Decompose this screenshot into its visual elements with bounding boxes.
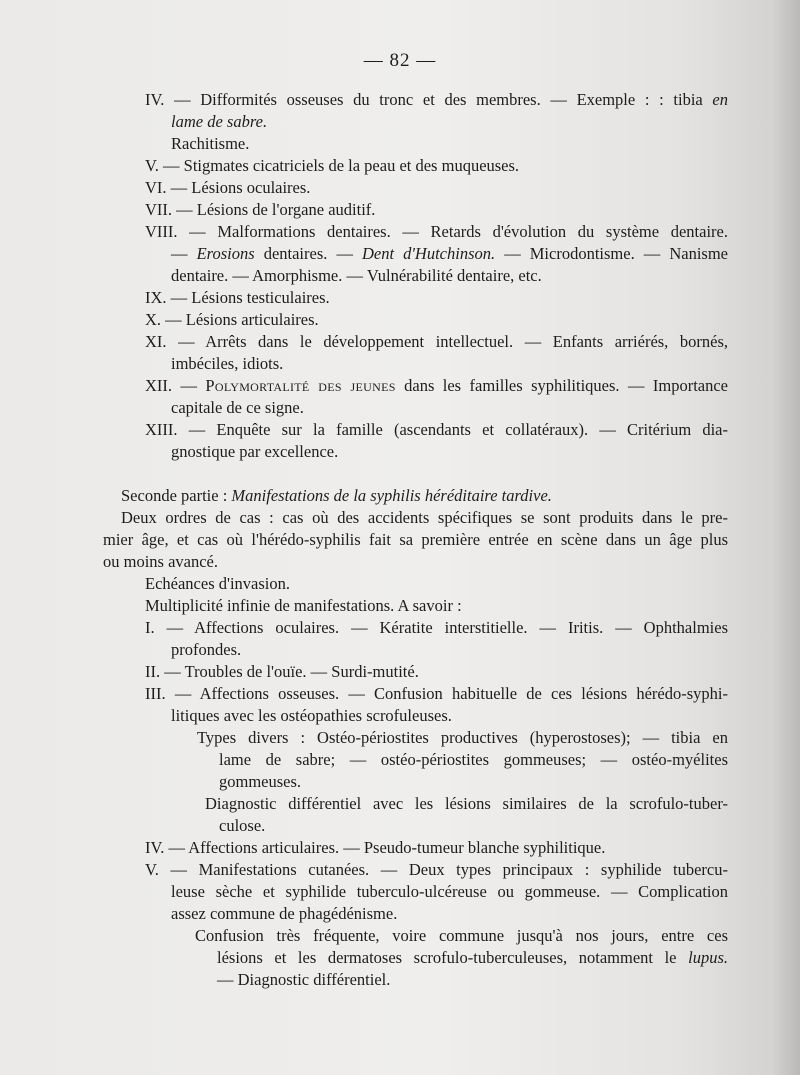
text-line (171, 441, 471, 463)
text-segment: V. — Manifestations cutanées. — Deux types principaux : syphilide tubercu- (145, 860, 728, 879)
text-line (145, 177, 445, 199)
italic-text: Dent d'Hutchinson. (362, 244, 496, 263)
text-line (145, 199, 545, 221)
text-segment: IV. — Difformités osseuses du tronc et des membres. — Exemple : : tibia (145, 90, 713, 109)
text-line (219, 815, 519, 837)
text-line (145, 859, 728, 881)
text-segment: lésions et les dermatoses scrofulo-tuberculeuses, notamment le (217, 948, 689, 967)
text-segment: Diagnostic différentiel avec les lésions similaires de la scrofulo-tuber- (205, 794, 728, 813)
text-line (145, 837, 728, 859)
text-line (217, 947, 728, 969)
text-line (145, 309, 445, 331)
text-segment: profondes. (171, 640, 242, 659)
text-segment: — (171, 244, 197, 263)
text-line (145, 221, 728, 243)
text-segment: Deux ordres de cas : cas où des accidents spécifiques se sont produits dans le pre- (121, 508, 728, 527)
text-line (145, 573, 545, 595)
text-line (219, 749, 728, 771)
text-line (103, 551, 403, 573)
text-line (171, 639, 471, 661)
text-line (103, 529, 728, 551)
text-segment: imbéciles, idiots. (171, 354, 284, 373)
text-segment: I. — Affections oculaires. — Kératite interstitielle. — Iritis. — Ophthalmies (145, 618, 728, 637)
text-line (217, 969, 517, 991)
text-segment: gnostique par excellence. (171, 442, 339, 461)
text-segment: Types divers : Ostéo-périostites productives (hyperostoses); — tibia en (197, 728, 728, 747)
italic-text: lupus. (688, 948, 728, 967)
page-number: — 82 — (363, 50, 437, 71)
text-line (171, 881, 728, 903)
text-segment: IX. — Lésions testiculaires. (145, 288, 330, 307)
text-line (171, 397, 471, 419)
text-line (145, 595, 595, 617)
text-segment: Confusion très fréquente, voire commune jusqu'à nos jours, entre ces (195, 926, 728, 945)
text-segment: ou moins avancé. (103, 552, 219, 571)
text-line (145, 331, 728, 353)
text-segment: XIII. — Enquête sur la famille (ascendants et collatéraux). — Critérium dia- (145, 420, 728, 439)
text-segment: litiques avec les ostéopathies scrofuleuses. (171, 706, 452, 725)
text-line (145, 419, 728, 441)
text-segment: III. — Affections osseuses. — Confusion habituelle de ces lésions hérédo-syphi- (145, 684, 728, 703)
text-line (195, 925, 728, 947)
text-segment: Seconde partie : (121, 486, 232, 505)
text-segment: dans les familles syphilitiques. — Importance (395, 376, 729, 395)
text-line (171, 903, 471, 925)
text-line (171, 705, 621, 727)
text-segment: VII. — Lésions de l'organe auditif. (145, 200, 376, 219)
italic-text: Erosions (196, 244, 255, 263)
text-segment: II. — Troubles de l'ouïe. — Surdi-mutité. (145, 662, 419, 681)
text-line (145, 155, 645, 177)
text-line (171, 265, 671, 287)
text-segment: Multiplicité infinie de manifestations. A savoir : (145, 596, 462, 615)
text-line (171, 243, 728, 265)
text-segment: Echéances d'invasion. (145, 574, 291, 593)
text-segment: culose. (219, 816, 266, 835)
page-edge-shadow (772, 0, 800, 1075)
text-segment: — Diagnostic différentiel. (217, 970, 391, 989)
text-line (197, 727, 728, 749)
text-line (145, 287, 445, 309)
text-segment: IV. — Affections articulaires. — Pseudo-tumeur blanche syphilitique. (145, 838, 606, 857)
text-segment: gommeuses. (219, 772, 302, 791)
text-line (145, 375, 728, 397)
text-line (145, 617, 728, 639)
italic-text: Manifestations de la syphilis héréditaire tardive. (231, 486, 552, 505)
text-segment: mier âge, et cas où l'hérédo-syphilis fait sa première entrée en scène dans un âge plus (103, 530, 728, 549)
text-segment: VI. — Lésions oculaires. (145, 178, 311, 197)
text-line (205, 793, 728, 815)
text-segment: lame de sabre; — ostéo-périostites gommeuses; — ostéo-myélites (219, 750, 728, 769)
text-line (219, 771, 519, 793)
text-segment: dentaires. — (254, 244, 363, 263)
italic-text: en (712, 90, 728, 109)
text-line (121, 507, 728, 529)
text-line (145, 89, 728, 111)
text-line (171, 133, 471, 155)
text-line (145, 683, 728, 705)
text-segment: XI. — Arrêts dans le développement intellectuel. — Enfants arriérés, bornés, (145, 332, 728, 351)
text-segment: V. — Stigmates cicatriciels de la peau et des muqueuses. (145, 156, 520, 175)
text-segment: capitale de ce signe. (171, 398, 304, 417)
text-segment: XII. — (145, 376, 206, 395)
text-line (145, 661, 595, 683)
text-line (171, 111, 471, 133)
text-line (171, 353, 471, 375)
text-line (121, 485, 721, 507)
text-segment: VIII. — Malformations dentaires. — Retards d'évolution du système dentaire. (145, 222, 728, 241)
italic-text: lame de sabre. (171, 112, 268, 131)
text-segment: X. — Lésions articulaires. (145, 310, 319, 329)
text-segment: leuse sèche et syphilide tuberculo-ulcéreuse ou gommeuse. — Complication (171, 882, 728, 901)
text-segment: dentaire. — Amorphisme. — Vulnérabilité dentaire, etc. (171, 266, 542, 285)
text-segment: — Microdontisme. — Nanisme (495, 244, 728, 263)
small-caps-text: Polymortalité des jeunes (205, 376, 396, 395)
text-segment: assez commune de phagédénisme. (171, 904, 398, 923)
text-segment: Rachitisme. (171, 134, 250, 153)
